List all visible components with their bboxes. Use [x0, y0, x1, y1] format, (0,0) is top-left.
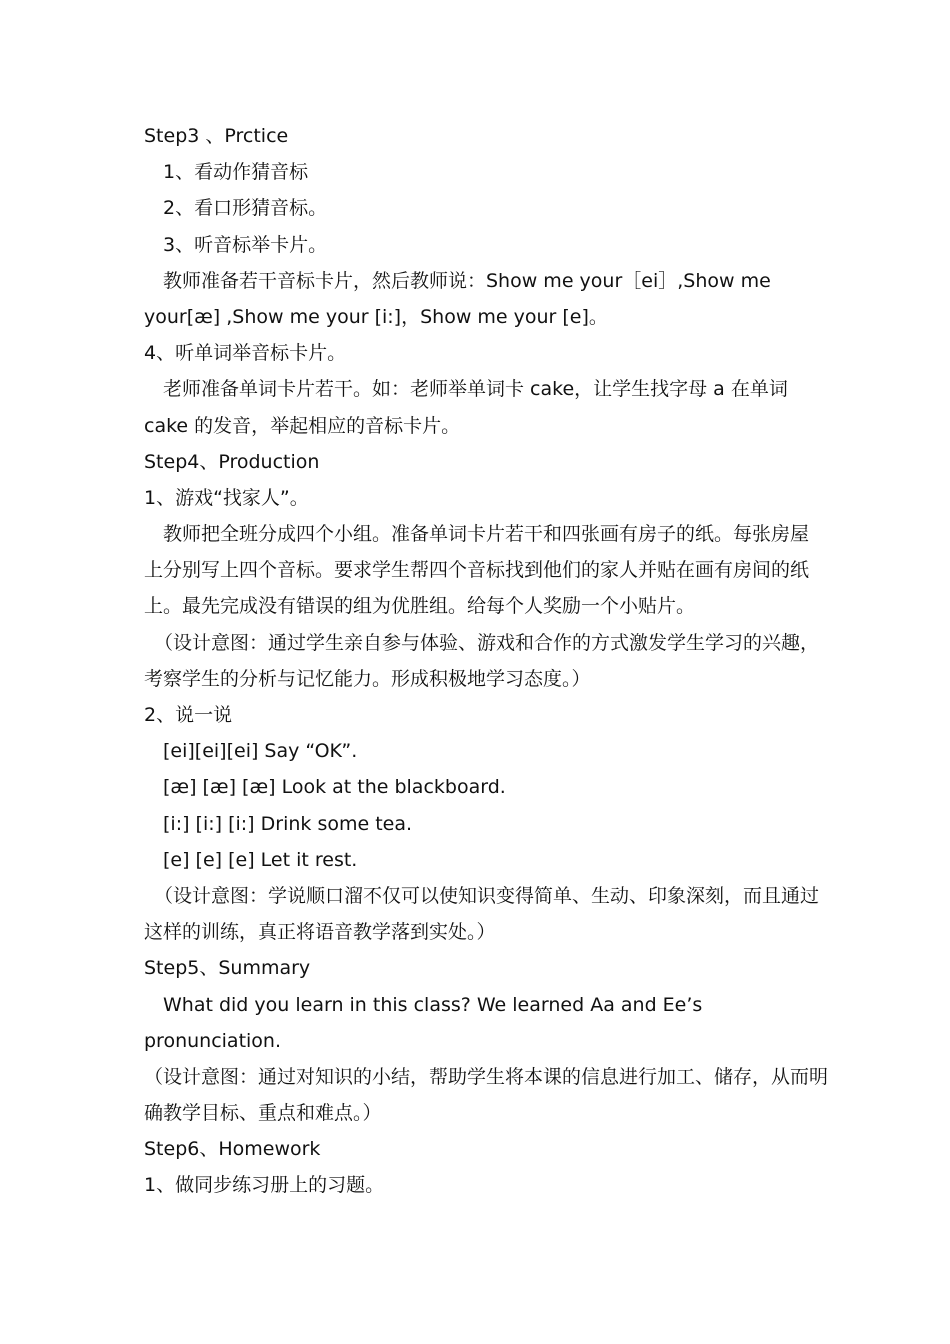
list-item: 4、听单词举音标卡片。	[144, 342, 347, 365]
paragraph-line: 上。最先完成没有错误的组为优胜组。给每个人奖励一个小贴片。	[144, 595, 696, 618]
chant-line: [ei][ei][ei] Say “OK”.	[163, 740, 358, 763]
design-note-line: （设计意图：通过学生亲自参与体验、游戏和合作的方式激发学生学习的兴趣，	[154, 631, 820, 654]
step4-heading: Step4、Production	[144, 450, 320, 473]
design-note-line: 确教学目标、重点和难点。）	[144, 1102, 382, 1125]
design-note-line: 考察学生的分析与记忆能力。形成积极地学习态度。）	[144, 667, 591, 690]
step3-heading: Step3 、Prctice	[144, 125, 289, 147]
list-item: 3、听音标举卡片。	[163, 233, 328, 256]
list-item: 1、游戏“找家人”。	[144, 486, 309, 509]
chant-line: [e] [e] [e] Let it rest.	[163, 848, 358, 871]
list-item: 1、看动作猜音标	[163, 161, 309, 184]
design-note-line: （设计意图：学说顺口溜不仅可以使知识变得简单、生动、印象深刻，而且通过	[154, 884, 820, 907]
chant-line: [i:] [i:] [i:] Drink some tea.	[163, 812, 413, 835]
paragraph-line: 上分别写上四个音标。要求学生帮四个音标找到他们的家人并贴在画有房间的纸	[144, 559, 810, 582]
design-note-line: 这样的训练，真正将语音教学落到实处。）	[144, 921, 496, 944]
step5-heading: Step5、Summary	[144, 957, 311, 980]
document-body	[144, 118, 829, 1204]
paragraph-line: your[æ] ,Show me your [i:]，Show me your [e]。	[144, 305, 608, 328]
list-item: 2、看口形猜音标。	[163, 197, 328, 220]
paragraph-line: What did you learn in this class? We learned Aa and Ee’s	[163, 993, 703, 1016]
paragraph-line: 老师准备单词卡片若干。如：老师举单词卡 cake，让学生找字母 a 在单词	[163, 378, 788, 401]
design-note-line: （设计意图：通过对知识的小结，帮助学生将本课的信息进行加工、储存，从而明	[144, 1065, 829, 1088]
paragraph-line: cake 的发音，举起相应的音标卡片。	[144, 414, 461, 437]
paragraph-line: 教师准备若干音标卡片，然后教师说：Show me your［ei］,Show me	[163, 269, 771, 292]
list-item: 2、说一说	[144, 704, 233, 726]
paragraph-line: pronunciation.	[144, 1029, 282, 1052]
paragraph-line: 教师把全班分成四个小组。准备单词卡片若干和四张画有房子的纸。每张房屋	[163, 523, 810, 546]
step6-heading: Step6、Homework	[144, 1138, 321, 1161]
list-item: 1、做同步练习册上的习题。	[144, 1174, 385, 1197]
chant-line: [æ] [æ] [æ] Look at the blackboard.	[163, 776, 506, 799]
